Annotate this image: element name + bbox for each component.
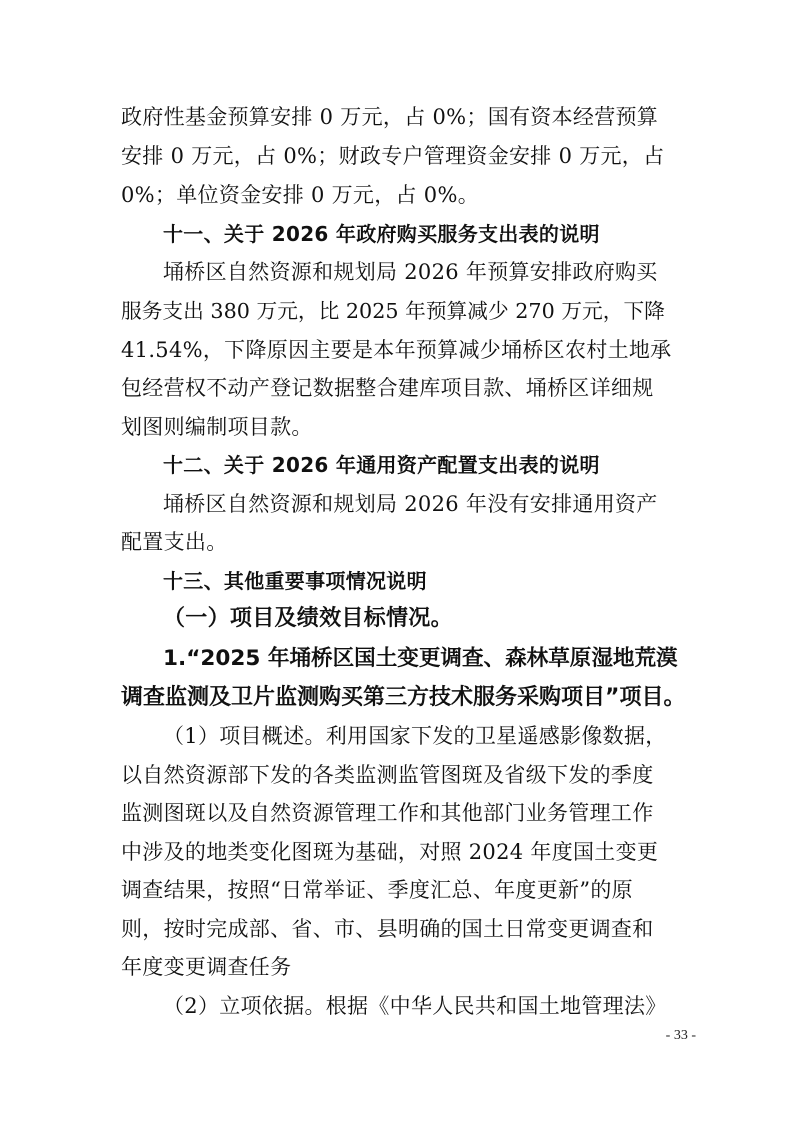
body-line-23: 年度变更调查任务 — [121, 955, 292, 979]
body-line-18: 以自然资源部下发的各类监测监管图斑及省级下发的季度 — [121, 763, 654, 787]
body-line-7: 41.54%，下降原因主要是本年预算减少埇桥区农村土地承 — [121, 338, 672, 362]
project-title-line-2: 调查监测及卫片监测购买第三方技术服务采购项目”项目。 — [121, 685, 686, 710]
body-line-8: 包经营权不动产登记数据整合建库项目款、埇桥区详细规 — [121, 376, 654, 400]
body-line-24: （2）立项依据。根据《中华人民共和国土地管理法》 — [163, 994, 667, 1018]
body-line-12: 配置支出。 — [121, 530, 228, 554]
subsection-heading-1: （一）项目及绩效目标情况。 — [163, 606, 453, 631]
body-line-9: 划图则编制项目款。 — [121, 415, 313, 439]
body-line-11: 埇桥区自然资源和规划局 2026 年没有安排通用资产 — [163, 492, 658, 516]
body-line-6: 服务支出 380 万元，比 2025 年预算减少 270 万元，下降 — [121, 299, 665, 323]
body-line-20: 中涉及的地类变化图斑为基础，对照 2024 年度国土变更 — [121, 840, 659, 864]
body-line-5: 埇桥区自然资源和规划局 2026 年预算安排政府购买 — [163, 260, 658, 284]
page-number: - 33 - — [665, 1028, 696, 1043]
body-line-22: 则，按时完成部、省、市、县明确的国土日常变更调查和 — [121, 917, 654, 941]
section-heading-12: 十二、关于 2026 年通用资产配置支出表的说明 — [163, 453, 600, 477]
section-heading-13: 十三、其他重要事项情况说明 — [163, 569, 427, 593]
body-line-21: 调查结果，按照“日常举证、季度汇总、年度更新”的原 — [121, 878, 633, 902]
project-title-line-1: 1.“2025 年埇桥区国土变更调查、森林草原湿地荒漠 — [163, 646, 678, 671]
body-line-1: 政府性基金预算安排 0 万元，占 0%；国有资本经营预算 — [121, 105, 659, 129]
body-line-19: 监测图斑以及自然资源管理工作和其他部门业务管理工作 — [121, 801, 654, 825]
body-line-2: 安排 0 万元，占 0%；财政专户管理资金安排 0 万元，占 — [121, 144, 665, 168]
body-line-17: （1）项目概述。利用国家下发的卫星遥感影像数据， — [163, 724, 667, 748]
body-line-3: 0%；单位资金安排 0 万元，占 0%。 — [121, 183, 480, 207]
section-heading-11: 十一、关于 2026 年政府购买服务支出表的说明 — [163, 222, 600, 246]
